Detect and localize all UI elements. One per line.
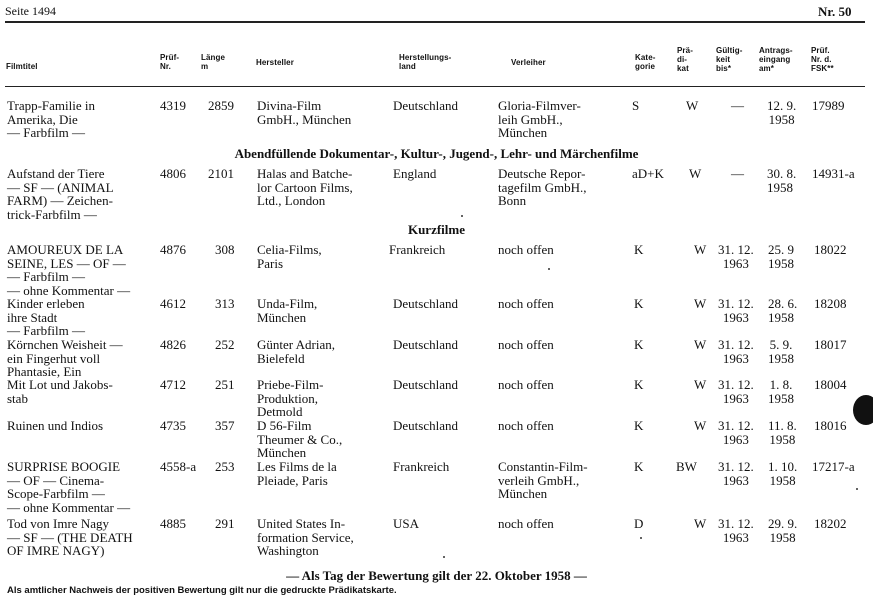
cell-praedikat: W bbox=[694, 337, 707, 352]
cell-pruef-nr: 4558-a bbox=[160, 459, 197, 474]
cell-pruef-nr: 4885 bbox=[160, 516, 186, 531]
col-antragseingang: Antrags- eingang am* bbox=[759, 46, 793, 73]
cell-title: Ruinen und Indios bbox=[7, 418, 104, 433]
cell-fsk: 18017 bbox=[814, 337, 847, 352]
col-kategorie: Kate- gorie bbox=[635, 53, 656, 71]
cell-antragseingang: 28. 6. 1958 bbox=[768, 296, 798, 325]
cell-kategorie: D bbox=[634, 516, 644, 531]
cell-verleiher: noch offen bbox=[498, 516, 554, 531]
cell-gueltigkeit: — bbox=[731, 98, 744, 113]
cell-hersteller: United States In- formation Service, Washington bbox=[257, 516, 354, 558]
col-laenge: Länge m bbox=[201, 53, 226, 71]
evaluation-date-line: — Als Tag der Bewertung gilt der 22. Oktober 1958 — bbox=[286, 568, 587, 583]
cell-fsk: 18208 bbox=[814, 296, 847, 311]
section-heading-short: Kurzfilme bbox=[407, 222, 466, 237]
cell-praedikat: W bbox=[689, 166, 702, 181]
cell-hersteller: Halas and Batche- lor Cartoon Films, Ltd., London bbox=[257, 166, 353, 208]
cell-antragseingang: 30. 8. 1958 bbox=[767, 166, 797, 195]
cell-kategorie: K bbox=[634, 418, 644, 433]
cell-land: Deutschland bbox=[393, 337, 458, 352]
cell-pruef-nr: 4876 bbox=[160, 242, 186, 257]
cell-gueltigkeit: 31. 12. 1963 bbox=[718, 516, 754, 545]
cell-pruef-nr: 4712 bbox=[160, 377, 186, 392]
cell-land: Deutschland bbox=[393, 418, 458, 433]
col-herstellungsland: Herstellungs- land bbox=[399, 53, 452, 71]
cell-antragseingang: 12. 9. 1958 bbox=[767, 98, 797, 127]
cell-title: Körnchen Weisheit — ein Fingerhut voll Phantasie, Ein bbox=[7, 337, 123, 379]
cell-fsk: 18004 bbox=[814, 377, 847, 392]
col-hersteller: Hersteller bbox=[256, 58, 294, 67]
cell-verleiher: noch offen bbox=[498, 242, 554, 257]
cell-fsk: 18016 bbox=[814, 418, 847, 433]
cell-praedikat: W bbox=[694, 296, 707, 311]
footnote: Als amtlicher Nachweis der positiven Bewertung gilt nur die gedruckte Prädikatskarte. bbox=[7, 585, 397, 596]
cell-hersteller: Günter Adrian, Bielefeld bbox=[257, 337, 335, 366]
cell-gueltigkeit: 31. 12. 1963 bbox=[718, 296, 754, 325]
cell-antragseingang: 25. 9 1958 bbox=[768, 242, 794, 271]
col-filmtitel: Filmtitel bbox=[6, 62, 38, 71]
cell-hersteller: D 56-Film Theumer & Co., München bbox=[257, 418, 343, 460]
header-rule bbox=[5, 21, 865, 23]
cell-pruef-nr: 4612 bbox=[160, 296, 186, 311]
cell-laenge: 357 bbox=[215, 418, 235, 433]
cell-pruef-nr: 4735 bbox=[160, 418, 186, 433]
cell-kategorie: S bbox=[632, 98, 640, 113]
cell-verleiher: noch offen bbox=[498, 418, 554, 433]
cell-hersteller: Priebe-Film- Produktion, Detmold bbox=[257, 377, 324, 419]
cell-hersteller: Celia-Films, Paris bbox=[257, 242, 322, 271]
cell-praedikat: W bbox=[694, 418, 707, 433]
cell-praedikat: BW bbox=[676, 459, 697, 474]
cell-fsk: 17989 bbox=[812, 98, 845, 113]
cell-title: Tod von Imre Nagy — SF — (THE DEATH OF IMRE NAGY) bbox=[7, 516, 133, 558]
col-praedikat: Prä- di- kat bbox=[677, 46, 693, 73]
cell-verleiher: Constantin-Film- verleih GmbH., München bbox=[498, 459, 588, 501]
cell-pruef-nr: 4826 bbox=[160, 337, 186, 352]
cell-verleiher: noch offen bbox=[498, 377, 554, 392]
cell-kategorie: K bbox=[634, 459, 644, 474]
cell-laenge: 251 bbox=[215, 377, 235, 392]
cell-laenge: 308 bbox=[215, 242, 235, 257]
cell-praedikat: W bbox=[694, 377, 707, 392]
cell-title: SURPRISE BOOGIE — OF — Cinema- Scope-Farbfilm — — ohne Kommentar — bbox=[7, 459, 131, 515]
cell-verleiher: noch offen bbox=[498, 337, 554, 352]
cell-land: Deutschland bbox=[393, 296, 458, 311]
cell-title: Mit Lot und Jakobs- stab bbox=[7, 377, 113, 406]
cell-kategorie: K bbox=[634, 296, 644, 311]
cell-verleiher: Gloria-Filmver- leih GmbH., München bbox=[498, 98, 581, 140]
issue-number: Nr. 50 bbox=[818, 4, 852, 19]
col-pruef-nr: Prüf- Nr. bbox=[160, 53, 180, 71]
cell-land: Deutschland bbox=[393, 377, 458, 392]
cell-gueltigkeit: 31. 12. 1963 bbox=[718, 459, 754, 488]
cell-title: Aufstand der Tiere — SF — (ANIMAL FARM) — Zeichen- trick-Farbfilm — bbox=[7, 166, 114, 222]
speck-mark bbox=[443, 556, 445, 558]
speck-mark bbox=[856, 488, 858, 490]
cell-land: Frankreich bbox=[393, 459, 450, 474]
cell-pruef-nr: 4806 bbox=[160, 166, 186, 181]
cell-praedikat: W bbox=[694, 516, 707, 531]
cell-hersteller: Divina-Film GmbH., München bbox=[257, 98, 352, 127]
cell-gueltigkeit: 31. 12. 1963 bbox=[718, 418, 754, 447]
cell-laenge: 2859 bbox=[208, 98, 234, 113]
cell-gueltigkeit: — bbox=[731, 166, 744, 181]
cell-antragseingang: 11. 8. 1958 bbox=[768, 418, 797, 447]
cell-laenge: 291 bbox=[215, 516, 235, 531]
cell-praedikat: W bbox=[694, 242, 707, 257]
section-heading-documentary: Abendfüllende Dokumentar-, Kultur-, Jugend-, Lehr- und Märchenfilme bbox=[234, 146, 639, 161]
cell-laenge: 2101 bbox=[208, 166, 234, 181]
cell-land: Deutschland bbox=[393, 98, 458, 113]
cell-land: England bbox=[393, 166, 437, 181]
cell-hersteller: Unda-Film, München bbox=[257, 296, 318, 325]
cell-verleiher: Deutsche Repor- tagefilm GmbH., Bonn bbox=[498, 166, 587, 208]
cell-antragseingang: 1. 10. 1958 bbox=[768, 459, 798, 488]
cell-antragseingang: 29. 9. 1958 bbox=[768, 516, 798, 545]
cell-title: AMOUREUX DE LA SEINE, LES — OF — — Farbfilm — — ohne Kommentar — bbox=[7, 242, 131, 298]
page-label: Seite 1494 bbox=[5, 4, 56, 18]
cell-gueltigkeit: 31. 12. 1963 bbox=[718, 377, 754, 406]
cell-pruef-nr: 4319 bbox=[160, 98, 186, 113]
cell-antragseingang: 5. 9. 1958 bbox=[768, 337, 794, 366]
cell-kategorie: aD+K bbox=[632, 166, 664, 181]
cell-kategorie: K bbox=[634, 242, 644, 257]
column-header-rule bbox=[5, 86, 865, 87]
cell-title: Trapp-Familie in Amerika, Die — Farbfilm — bbox=[7, 98, 95, 140]
cell-antragseingang: 1. 8. 1958 bbox=[768, 377, 794, 406]
cell-kategorie: K bbox=[634, 377, 644, 392]
cell-laenge: 252 bbox=[215, 337, 235, 352]
cell-laenge: 253 bbox=[215, 459, 235, 474]
cell-land: USA bbox=[393, 516, 420, 531]
cell-fsk: 18022 bbox=[814, 242, 847, 257]
speck-mark bbox=[461, 215, 463, 217]
col-gueltigkeit: Gültig- keit bis* bbox=[716, 46, 743, 73]
cell-praedikat: W bbox=[686, 98, 699, 113]
cell-fsk: 18202 bbox=[814, 516, 847, 531]
col-pruef-nr-fsk: Prüf. Nr. d. FSK** bbox=[811, 46, 834, 73]
cell-fsk: 14931-a bbox=[812, 166, 855, 181]
cell-land: Frankreich bbox=[389, 242, 446, 257]
cell-gueltigkeit: 31. 12. 1963 bbox=[718, 337, 754, 366]
cell-gueltigkeit: 31. 12. 1963 bbox=[718, 242, 754, 271]
speck-mark bbox=[640, 537, 642, 539]
punch-hole-mark bbox=[853, 395, 873, 425]
col-verleiher: Verleiher bbox=[511, 58, 546, 67]
cell-laenge: 313 bbox=[215, 296, 235, 311]
cell-hersteller: Les Films de la Pleiade, Paris bbox=[257, 459, 337, 488]
speck-mark bbox=[548, 268, 550, 270]
cell-title: Kinder erleben ihre Stadt — Farbfilm — bbox=[7, 296, 85, 338]
cell-fsk: 17217-a bbox=[812, 459, 855, 474]
cell-kategorie: K bbox=[634, 337, 644, 352]
cell-verleiher: noch offen bbox=[498, 296, 554, 311]
